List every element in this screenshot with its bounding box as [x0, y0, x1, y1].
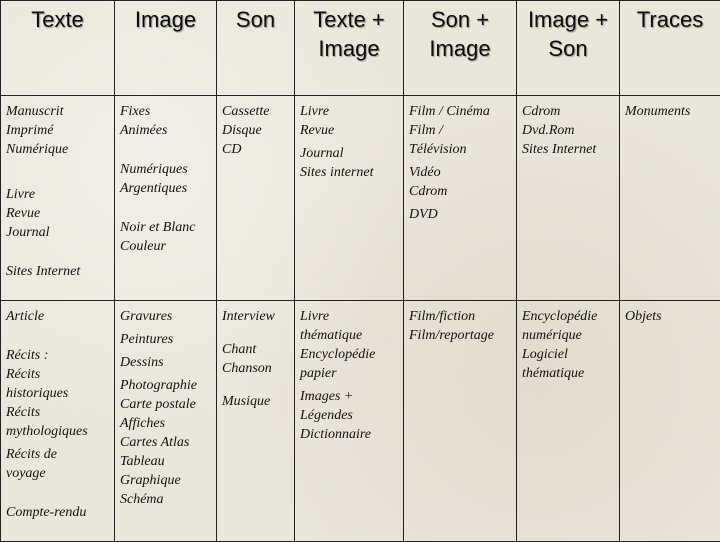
cell-line: Logiciel	[522, 345, 616, 364]
cell-line: Journal	[300, 144, 400, 163]
cell-line: Cdrom	[409, 182, 513, 201]
cell-line: Peintures	[120, 330, 213, 349]
cell-line: Argentiques	[120, 179, 213, 198]
cell-line: Graphique	[120, 471, 213, 490]
cell-line: Disque	[222, 121, 291, 140]
cell-line: Cassette	[222, 102, 291, 121]
cell-line: Dictionnaire	[300, 425, 400, 444]
cell-line: Dessins	[120, 353, 213, 372]
header-texte-image: Texte + Image	[295, 1, 404, 96]
cell-line: Récits	[6, 365, 111, 384]
cell-line: Objets	[625, 307, 717, 326]
cell-line: Récits :	[6, 346, 111, 365]
cell-image-son-examples	[517, 301, 620, 542]
cell-line: Musique	[222, 392, 291, 411]
cell-line: Noir et Blanc	[120, 218, 213, 237]
cell-line: Imprimé	[6, 121, 111, 140]
cell-line: Revue	[6, 204, 111, 223]
cell-line: Livre	[6, 185, 111, 204]
cell-line: Sites internet	[300, 163, 400, 182]
cell-son-examples	[217, 301, 295, 542]
cell-line: Cartes Atlas	[120, 433, 213, 452]
cell-line: thématique	[522, 364, 616, 383]
cell-line: Film/reportage	[409, 326, 513, 345]
cell-texte-formats	[1, 96, 115, 301]
table-row	[1, 96, 720, 301]
cell-line: numérique	[522, 326, 616, 345]
cell-line: Livre	[300, 307, 400, 326]
cell-line: Numériques	[120, 160, 213, 179]
cell-line: Animées	[120, 121, 213, 140]
cell-line: Fixes	[120, 102, 213, 121]
cell-line: Gravures	[120, 307, 213, 326]
cell-line: voyage	[6, 464, 111, 483]
cell-line: DVD	[409, 205, 513, 224]
header-son: Son	[217, 1, 295, 96]
cell-line: CD	[222, 140, 291, 159]
cell-line: Article	[6, 307, 111, 326]
cell-line: Monuments	[625, 102, 717, 121]
cell-texte-examples	[1, 301, 115, 542]
cell-line: Encyclopédie	[300, 345, 400, 364]
cell-line: Chant	[222, 340, 291, 359]
cell-line: Manuscrit	[6, 102, 111, 121]
cell-line: Vidéo	[409, 163, 513, 182]
cell-line: Interview	[222, 307, 291, 326]
cell-line: thématique	[300, 326, 400, 345]
cell-line: Revue	[300, 121, 400, 140]
cell-line: Compte-rendu	[6, 503, 111, 522]
cell-line: papier	[300, 364, 400, 383]
cell-texte-image-examples	[295, 301, 404, 542]
cell-traces-examples	[620, 301, 720, 542]
cell-line: Encyclopédie	[522, 307, 616, 326]
header-row	[1, 1, 720, 96]
cell-image-son-formats	[517, 96, 620, 301]
cell-line: Tableau	[120, 452, 213, 471]
cell-line: Images +	[300, 387, 400, 406]
cell-line: Sites Internet	[6, 262, 111, 281]
cell-line: Récits de	[6, 445, 111, 464]
header-image-son: Image + Son	[517, 1, 620, 96]
header-image: Image	[115, 1, 217, 96]
cell-traces-formats	[620, 96, 720, 301]
cell-line: Couleur	[120, 237, 213, 256]
cell-line: Télévision	[409, 140, 513, 159]
cell-line: Dvd.Rom	[522, 121, 616, 140]
cell-line: Récits	[6, 403, 111, 422]
cell-line: Chanson	[222, 359, 291, 378]
cell-line: Légendes	[300, 406, 400, 425]
cell-line: historiques	[6, 384, 111, 403]
cell-image-examples	[115, 301, 217, 542]
cell-son-image-formats	[404, 96, 517, 301]
cell-line: Cdrom	[522, 102, 616, 121]
header-son-image: Son + Image	[404, 1, 517, 96]
cell-line: Photographie	[120, 376, 213, 395]
cell-line: Affiches	[120, 414, 213, 433]
cell-image-formats	[115, 96, 217, 301]
cell-texte-image-formats	[295, 96, 404, 301]
cell-line: Livre	[300, 102, 400, 121]
cell-line: Sites Internet	[522, 140, 616, 159]
header-traces: Traces	[620, 1, 720, 96]
cell-line: Carte postale	[120, 395, 213, 414]
cell-line: Film / Cinéma	[409, 102, 513, 121]
header-texte: Texte	[1, 1, 115, 96]
table-row	[1, 301, 720, 542]
cell-line: Film /	[409, 121, 513, 140]
cell-line: Film/fiction	[409, 307, 513, 326]
cell-line: Schéma	[120, 490, 213, 509]
cell-line: Numérique	[6, 140, 111, 159]
cell-son-image-examples	[404, 301, 517, 542]
cell-line: mythologiques	[6, 422, 111, 441]
cell-son-formats	[217, 96, 295, 301]
cell-line: Journal	[6, 223, 111, 242]
